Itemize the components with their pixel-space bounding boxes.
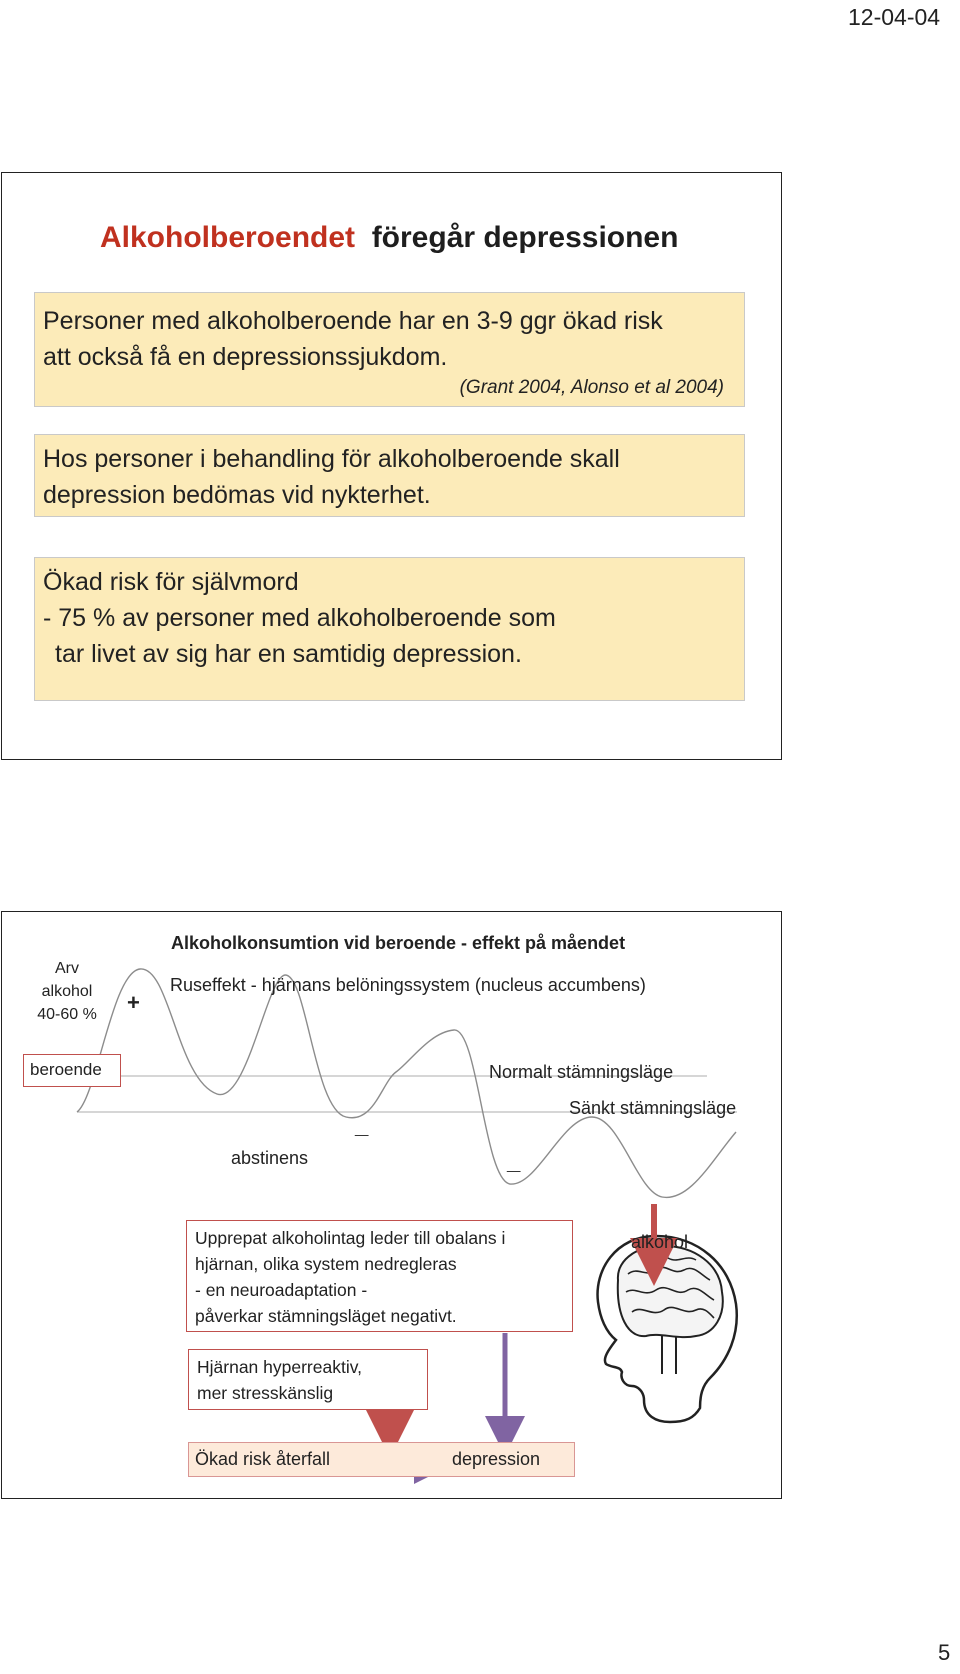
diagram-title: Alkoholkonsumtion vid beroende - effekt på måendet	[171, 933, 626, 953]
brain-head-icon	[598, 1236, 737, 1422]
risk-line-1: Personer med alkoholberoende har en 3-9 ggr ökad risk	[43, 307, 663, 335]
slide-title	[100, 221, 678, 255]
slide-alcohol-precedes-depression	[1, 172, 782, 760]
heredity-label	[36, 957, 98, 1026]
suicide-line-2: - 75 % av personer med alkoholberoende som	[43, 604, 556, 632]
alcohol-label: alkohol	[631, 1232, 689, 1252]
minus-sign-1: _	[355, 1112, 369, 1139]
assessment-line-1: Hos personer i behandling för alkoholberoende skall	[43, 445, 620, 473]
heredity-line-2: alkohol	[41, 983, 93, 1000]
neuro-line-3: - en neuroadaptation -	[195, 1280, 368, 1300]
minus-sign-2: _	[507, 1148, 521, 1175]
neuro-line-2: hjärnan, olika system nedregleras	[195, 1254, 457, 1274]
page-date: 12-04-04	[848, 4, 941, 30]
heredity-line-3: 40-60 %	[37, 1006, 97, 1023]
reference-citation: (Grant 2004, Alonso et al 2004)	[459, 377, 724, 398]
mood-wave-line	[77, 969, 736, 1197]
relapse-label: Ökad risk återfall	[195, 1449, 331, 1469]
slide-alcohol-consumption-mood	[1, 911, 782, 1499]
risk-line-2: att också få en depressionssjukdom.	[43, 343, 448, 371]
dependence-label: beroende	[30, 1060, 102, 1079]
relapse-depression-box	[188, 1442, 575, 1477]
risk-info-box	[34, 292, 745, 407]
depression-label: depression	[452, 1449, 541, 1469]
dependence-box	[23, 1054, 121, 1087]
hyperreactive-box	[188, 1349, 428, 1410]
suicide-line-1: Ökad risk för självmord	[43, 568, 299, 596]
page-number: 5	[938, 1640, 951, 1665]
neuro-line-4: påverkar stämningsläget negativt.	[195, 1306, 457, 1326]
assessment-line-2: depression bedömas vid nykterhet.	[43, 481, 431, 509]
heredity-line-1: Arv	[55, 960, 79, 977]
suicide-line-3: tar livet av sig har en samtidig depression.	[55, 640, 522, 668]
hyperreactive-text	[197, 1354, 362, 1406]
neuroadaptation-box	[186, 1220, 573, 1332]
slide-title-rest: föregår depressionen	[371, 221, 679, 254]
normal-mood-label: Normalt stämningsläge	[489, 1062, 674, 1082]
hyper-line-1: Hjärnan hyperreaktiv,	[197, 1357, 363, 1377]
plus-sign: +	[127, 990, 140, 1015]
abstinence-label: abstinens	[231, 1148, 309, 1168]
assessment-info-box	[34, 434, 745, 517]
slide-title-highlight: Alkoholberoendet	[100, 221, 356, 254]
suicide-risk-box	[34, 557, 745, 701]
neuro-line-1: Upprepat alkoholintag leder till obalans i	[195, 1228, 506, 1248]
neuroadaptation-text	[195, 1225, 505, 1329]
hyper-line-2: mer stresskänslig	[197, 1383, 334, 1403]
lowered-mood-label: Sänkt stämningsläge	[569, 1098, 737, 1118]
diagram-subtitle: Ruseffekt - hjärnans belöningssystem (nucleus accumbens)	[170, 975, 646, 995]
